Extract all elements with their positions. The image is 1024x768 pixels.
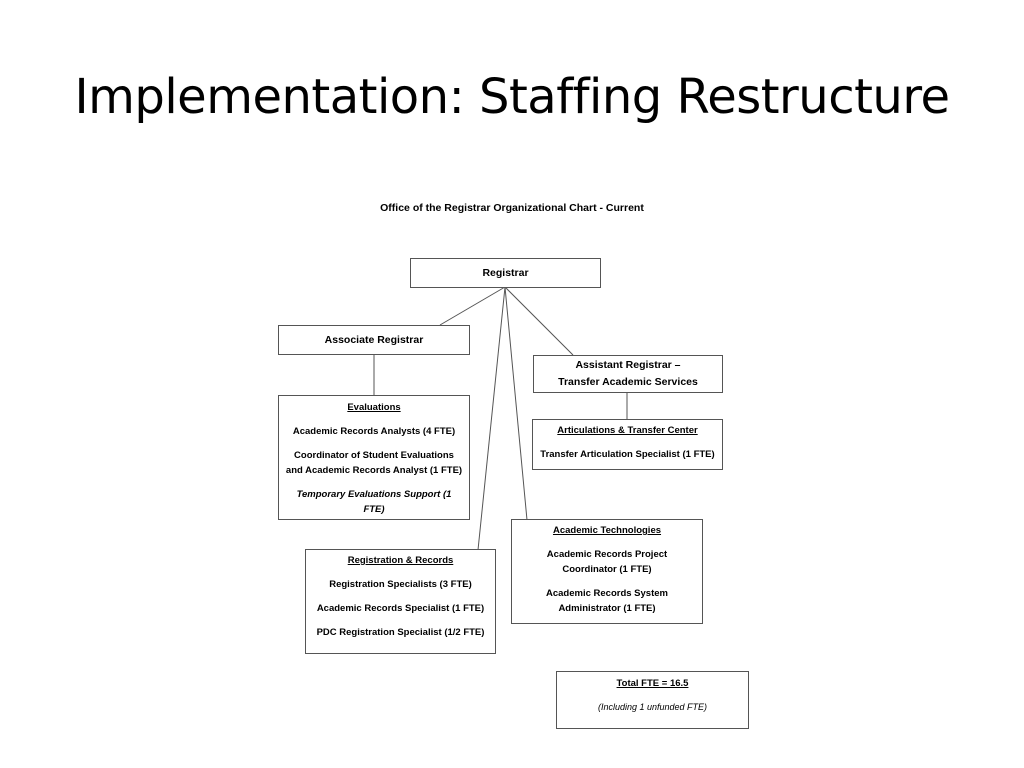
registration-records-item: Academic Records Specialist (1 FTE)	[316, 603, 485, 614]
total-fte-note: (Including 1 unfunded FTE)	[597, 702, 708, 712]
connector-registrar-assistant	[505, 287, 573, 355]
academic-technologies-item: Academic Records Project Coordinator (1 FTE)	[546, 549, 668, 575]
articulations-box	[532, 419, 723, 470]
assistant-registrar-label: Assistant Registrar – Transfer Academic Services	[558, 359, 698, 388]
evaluations-header: Evaluations	[347, 402, 401, 413]
org-chart-title: Office of the Registrar Organizational Chart - Current	[380, 202, 644, 214]
evaluations-item: Academic Records Analysts (4 FTE)	[292, 426, 456, 437]
total-fte-header: Total FTE = 16.5	[616, 678, 689, 689]
associate-registrar-label: Associate Registrar	[324, 333, 424, 346]
evaluations-item: Coordinator of Student Evaluations and Academic Records Analyst (1 FTE)	[285, 450, 463, 476]
associate-registrar-box	[278, 325, 470, 355]
connector-registrar-associate	[440, 287, 505, 325]
academic-technologies-box	[511, 519, 703, 624]
registrar-box	[410, 258, 601, 288]
academic-technologies-item: Academic Records System Administrator (1 FTE)	[546, 588, 668, 614]
registration-records-item: Registration Specialists (3 FTE)	[329, 579, 472, 590]
evaluations-item: Temporary Evaluations Support (1 FTE)	[296, 489, 452, 515]
connector-registrar-registration	[478, 287, 505, 550]
connector-registrar-technologies	[505, 287, 527, 520]
registration-records-item: PDC Registration Specialist (1/2 FTE)	[316, 627, 485, 638]
articulations-item: Transfer Articulation Specialist (1 FTE)	[540, 449, 715, 460]
articulations-header: Articulations & Transfer Center	[557, 425, 698, 436]
total-fte-box	[556, 671, 749, 729]
academic-technologies-header: Academic Technologies	[552, 525, 662, 536]
assistant-registrar-box	[533, 355, 723, 393]
registration-records-header: Registration & Records	[347, 555, 454, 566]
registrar-label: Registrar	[482, 266, 529, 279]
registration-records-box	[305, 549, 496, 654]
slide-title: Implementation: Staffing Restructure	[74, 69, 950, 125]
evaluations-box	[278, 395, 470, 520]
